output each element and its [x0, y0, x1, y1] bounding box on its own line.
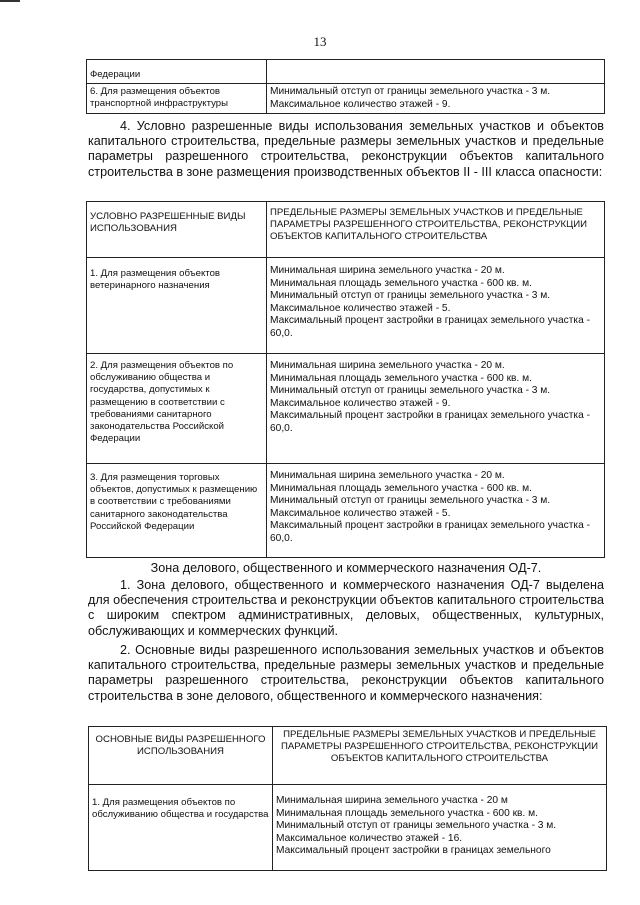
corner-mark [0, 0, 20, 2]
param-line: Максимальное количество этажей - 9. [270, 98, 451, 110]
param-line: Максимальное количество этажей - 9. [270, 397, 451, 409]
param-line: Минимальная ширина земельного участка - 20 м. [270, 470, 505, 481]
header-params: ПРЕДЕЛЬНЫЕ РАЗМЕРЫ ЗЕМЕЛЬНЫХ УЧАСТКОВ И ПРЕДЕЛЬНЫЕ ПАРАМЕТРЫ РАЗРЕШЕННОГО СТРОИТЕЛЬСТВА, РЕКОНСТРУКЦИИ ОБЪЕКТОВ КАПИТАЛЬНОГО СТРОИТЕЛЬСТВА [273, 727, 607, 785]
param-line: Минимальная ширина земельного участка - 20 м. [270, 265, 505, 276]
table-row [87, 258, 605, 354]
table-top [86, 59, 605, 114]
param-line: Минимальный отступ от границы земельного участка - 3 м. [270, 495, 551, 507]
table-cell-use: 6. Для размещения объектов транспортной инфраструктуры [87, 84, 267, 114]
paragraph-main-uses: 2. Основные виды разрешенного использования земельных участков и объектов капитального строительства, предельные размеры земельных участков и предельные параметры разрешенного строительства, реконструкции объектов капитального строительства в зоне делового, общественного и коммерческого назначения: [88, 643, 604, 703]
param-line: Минимальный отступ от границы земельного участка - 3 м. [276, 820, 557, 832]
zone-title: Зона делового, общественного и коммерческого назначения ОД-7. [150, 561, 542, 575]
param-line: Минимальный отступ от границы земельного участка - 3 м. [270, 86, 551, 97]
paragraph-zone-description: 1. Зона делового, общественного и коммерческого назначения ОД-7 выделена для обеспечения строительства и реконструкции объектов капитального строительства с широким спектром административных, деловых, общественных, культурных, обслуживающих и коммерческих функций. [88, 578, 604, 638]
table-row [87, 354, 605, 464]
header-params: ПРЕДЕЛЬНЫЕ РАЗМЕРЫ ЗЕМЕЛЬНЫХ УЧАСТКОВ И ПРЕДЕЛЬНЫЕ ПАРАМЕТРЫ РАЗРЕШЕННОГО СТРОИТЕЛЬСТВА, РЕКОНСТРУКЦИИ ОБЪЕКТОВ КАПИТАЛЬНОГО СТРОИТЕЛЬСТВА [267, 202, 605, 258]
param-line: Минимальная ширина земельного участка - 20 м [276, 795, 508, 806]
page-number: 13 [313, 34, 327, 49]
table-cell-params [267, 354, 605, 464]
table-cell-use: Федерации [87, 60, 267, 84]
table-cell-params [273, 785, 607, 871]
param-line: Минимальный отступ от границы земельного участка - 3 м. [270, 385, 551, 397]
table-header-row [87, 202, 605, 258]
table-cell-params [267, 258, 605, 354]
param-line: Минимальная площадь земельного участка - 600 кв. м. [270, 482, 532, 494]
table-conditional-uses [86, 201, 605, 558]
table-row [87, 464, 605, 558]
param-line: Максимальный процент застройки в границах земельного участка - 60,0. [270, 520, 590, 544]
table-cell-use: 1. Для размещения объектов по обслуживанию общества и государства [89, 785, 273, 871]
header-use: УСЛОВНО РАЗРЕШЕННЫЕ ВИДЫ ИСПОЛЬЗОВАНИЯ [87, 202, 267, 258]
table-header-row [89, 727, 607, 785]
table-cell-params [267, 464, 605, 558]
param-line: Максимальный процент застройки в границах земельного [276, 845, 551, 857]
table-main-uses [88, 726, 607, 871]
table-cell-params [267, 60, 605, 84]
param-line: Максимальный процент застройки в границах земельного участка - 60,0. [270, 315, 590, 339]
param-line: Максимальное количество этажей - 16. [276, 832, 463, 844]
param-line: Минимальный отступ от границы земельного участка - 3 м. [270, 290, 551, 302]
param-line: Минимальная ширина земельного участка - 20 м. [270, 360, 505, 371]
table-row [87, 60, 605, 84]
table-cell-use: 2. Для размещения объектов по обслуживанию общества и государства, допустимых к размещению в соответствии с требованиями санитарного законодательства Российской Федерации [87, 354, 267, 464]
param-line: Минимальная площадь земельного участка - 600 кв. м. [270, 277, 532, 289]
param-line: Минимальная площадь земельного участка - 600 кв. м. [270, 372, 532, 384]
table-cell-use: 1. Для размещения объектов ветеринарного назначения [87, 258, 267, 354]
table-cell-params [267, 84, 605, 114]
table-cell-use: 3. Для размещения торговых объектов, допустимых к размещению в соответствии с требованиями санитарного законодательства Российской Федерации [87, 464, 267, 558]
param-line: Минимальная площадь земельного участка - 600 кв. м. [276, 807, 538, 819]
table-row [87, 84, 605, 114]
header-use: ОСНОВНЫЕ ВИДЫ РАЗРЕШЕННОГО ИСПОЛЬЗОВАНИЯ [89, 727, 273, 785]
param-line: Максимальный процент застройки в границах земельного участка - 60,0. [270, 410, 590, 434]
table-row [89, 785, 607, 871]
param-line: Максимальное количество этажей - 5. [270, 302, 451, 314]
paragraph-conditional-uses: 4. Условно разрешенные виды использования земельных участков и объектов капитального строительства, предельные размеры земельных участков и предельные параметры разрешенного строительства, реконструкции объектов капитального строительства в зоне размещения производственных объектов II - III класса опасности: [88, 119, 604, 179]
param-line: Максимальное количество этажей - 5. [270, 507, 451, 519]
